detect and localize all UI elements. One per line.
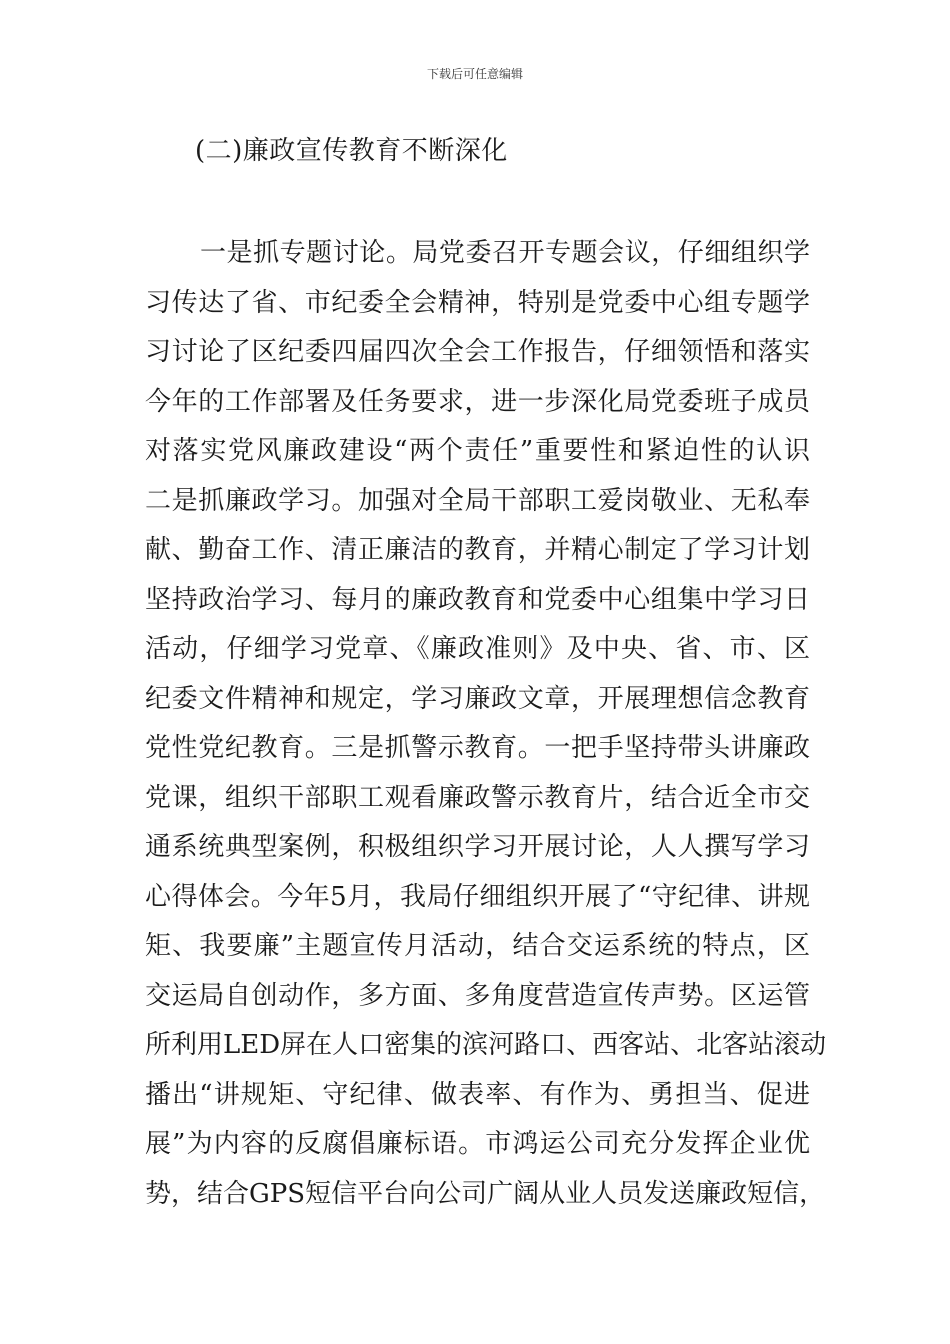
paragraph-line: 通系统典型案例，积极组织学习开展讨论，人人撰写学习 [145, 832, 810, 862]
paragraph-line: 党性党纪教育。三是抓警示教育。一把手坚持带头讲廉政 [145, 733, 810, 763]
paragraph-line: 交运局自创动作，多方面、多角度营造宣传声势。区运管 [145, 980, 810, 1011]
paragraph-line: 活动，仔细学习党章、《廉政准则》及中央、省、市、区 [145, 634, 810, 664]
section-heading: (二)廉政宣传教育不断深化 [195, 136, 508, 166]
paragraph-line: 播出“讲规矩、守纪律、做表率、有作为、勇担当、促进 [145, 1079, 810, 1110]
paragraph-line: 对落实党风廉政建设“两个责任”重要性和紧迫性的认识 [145, 436, 810, 466]
paragraph-line: 矩、我要廉”主题宣传月活动，结合交运系统的特点，区 [145, 931, 810, 961]
paragraph-line: 党课，组织干部职工观看廉政警示教育片，结合近全市交 [145, 782, 810, 813]
body-paragraph [145, 229, 827, 1219]
page-header: 下载后可任意编辑 [426, 67, 523, 81]
paragraph-line: 二是抓廉政学习。加强对全局干部职工爱岗敬业、无私奉 [145, 485, 810, 516]
paragraph-line: 一是抓专题讨论。局党委召开专题会议，仔细组织学 [200, 238, 810, 268]
paragraph-line: 习传达了省、市纪委全会精神，特别是党委中心组专题学 [145, 287, 810, 318]
paragraph-line: 今年的工作部署及任务要求，进一步深化局党委班子成员 [145, 386, 810, 417]
paragraph-line: 展”为内容的反腐倡廉标语。市鸿运公司充分发挥企业优 [145, 1129, 810, 1159]
paragraph-line: 纪委文件精神和规定，学习廉政文章，开展理想信念教育 [145, 683, 810, 714]
paragraph-line: 献、勤奋工作、清正廉洁的教育，并精心制定了学习计划 [145, 535, 810, 565]
paragraph-line: 心得体会。今年5月，我局仔细组织开展了“守纪律、讲规 [145, 881, 810, 912]
paragraph-line: 坚持政治学习、每月的廉政教育和党委中心组集中学习日 [145, 584, 810, 615]
paragraph-line: 势，结合GPS短信平台向公司广阔从业人员发送廉政短信， [145, 1178, 826, 1209]
paragraph-line: 习讨论了区纪委四届四次全会工作报告，仔细领悟和落实 [145, 337, 810, 367]
paragraph-line: 所利用LED屏在人口密集的滨河路口、西客站、北客站滚动 [145, 1030, 827, 1060]
